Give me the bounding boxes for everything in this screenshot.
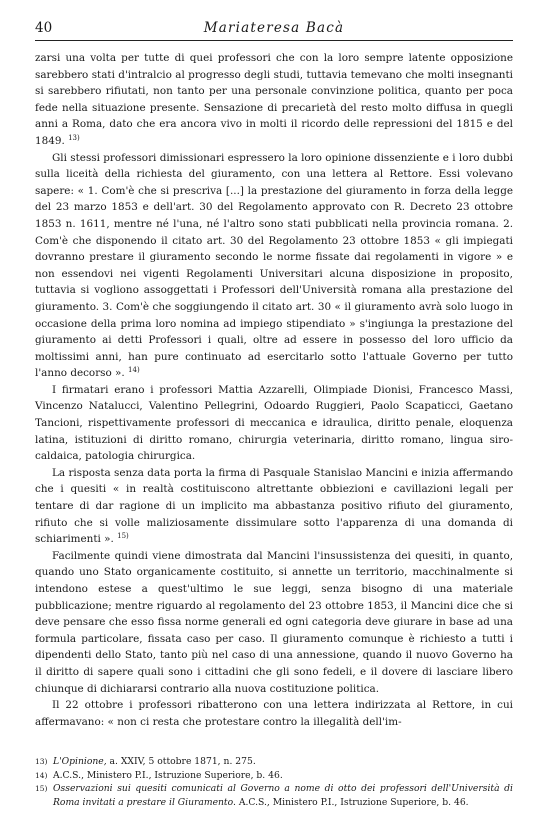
paragraph: Facilmente quindi viene dimostrata dal Mancini l'insussistenza dei quesiti, in quanto, quando uno Stato organicamente costituito, si annette un territorio, macchinalmente si intendono estese a quest'ultimo le sue leggi, senza bisogno di una materiale pubblicazione; mentre riguardo al regolamento del 23 ottobre 1853, il Mancini dice che si deve pensare che esso fissa norme generali ed ogni categoria deve giurare in base ad una formula particolare, fissata caso per caso. Il giuramento comunque è richiesto a tutti i dipendenti dello Stato, tanto più nel caso di una annessione, quando il nuovo Governo ha il diritto di sapere quali sono i cittadini che gli sono fedeli, e il dovere di lasciare libero chiunque di dichiararsi contrario alla nuova costituzione politica.: [35, 549, 513, 695]
paragraph: I firmatari erano i professori Mattia Azzarelli, Olimpiade Dionisi, Francesco Massi, Vincenzo Natalucci, Valentino Pellegrini, Odoardo Ruggieri, Paolo Scapaticci, Gaetano Tancioni, rispettivamente professori di meccanica e idraulica, diritto penale, eloquenza latina, istituzioni di diritto romano, chirurgia veterinaria, diritto romano, lingua siro-caldaica, patologia chirurgica.: [35, 383, 513, 463]
footnotes: [35, 755, 513, 809]
footnote: 14) A.C.S., Ministero P.I., Istruzione Superiore, b. 46.: [35, 769, 283, 781]
page-number: 40: [35, 20, 53, 36]
footnote-ref: 13): [68, 133, 80, 142]
footnote: 13) L'Opinione, a. XXIV, 5 ottobre 1871, n. 275.: [35, 756, 256, 767]
footnote-marker: 14): [35, 770, 48, 780]
paragraph: Gli stessi professori dimissionari espressero la loro opinione dissenziente e i loro dubbi sulla liceità della richiesta del giuramento, con una lettera al Rettore. Essi volevano sapere: « 1. Com'è che si prescriva [...] la prestazione del giuramento in forza della legge del 23 marzo 1853 e dell'art. 30 del Regolamento approvato con R. Decreto 23 ottobre 1853 n. 1611, mentre né l'una, né l'altro sono stati pubblicati nella provincia romana. 2. Com'è che disponendo il citato art. 30 del Regolamento 23 ottobre 1853 « gli impiegati dovranno prestare il giuramento secondo le norme fissate dai regolamenti in vigore » e non essendovi nei vigenti Regolamenti Universitari alcuna disposizione in proposito, tuttavia si vogliono assoggettati i Professori dell'Università romana alla prestazione del giuramento. 3. Com'è che soggiungendo il citato art. 30 « il giuramento avrà solo luogo in occasione della prima loro nomina ad impiego stipendiato » s'ingiunga la prestazione del giuramento ai detti Professori i quali, oltre ad essere in possesso del loro ufficio da moltissimi anni, han pure continuato ad esercitarlo sotto l'attuale Governo per tutto l'anno decorso ». $^{14)}$: [35, 151, 513, 380]
paragraph: La risposta senza data porta la firma di Pasquale Stanislao Mancini e inizia affermando che i quesiti « in realtà costituiscono altrettante obbiezioni e cavillazioni legali per tentare di dar ragione di un implicito ma abbastanza positivo rifiuto del giuramento, rifiuto che si volle maliziosamente dissimulare sotto l'apparenza di una domanda di schiarimenti ». $^{15)}$: [35, 466, 513, 546]
footnote: 15) Osservazioni sui quesiti comunicati al Governo a nome di otto dei professori dell'Università di Roma invitati a prestare il Giuramento. A.C.S., Ministero P.I., Istruzione Superiore, b. 46.: [35, 783, 513, 808]
paragraph: Il 22 ottobre i professori ribatterono con una lettera indirizzata al Rettore, in cui affermavano: « non ci resta che protestare contro la illegalità dell'im-: [35, 699, 513, 728]
footnote-marker: 13): [35, 757, 48, 766]
page: [35, 20, 513, 730]
running-header: [35, 20, 513, 41]
body-text: [35, 50, 513, 730]
footnote-ref: 14): [128, 366, 140, 375]
running-title: Mariateresa Bacà: [203, 20, 345, 36]
footnote-ref: 15): [117, 532, 129, 541]
footnote-marker: 15): [35, 784, 48, 793]
paragraph: zarsi una volta per tutte di quei professori che con la loro sempre latente opposizione sarebbero stati d'intralcio al progresso degli studi, tuttavia temevano che molti insegnanti si sarebbero rifiutati, non tanto per una personale convinzione politica, quanto per poca fede nella situazione presente. Sensazione di precarietà del resto molto diffusa in quegli anni a Roma, dato che era ancora vivo in molti il ricordo delle repressioni del 1815 e del 1849. $^{13)}$: [35, 52, 513, 147]
